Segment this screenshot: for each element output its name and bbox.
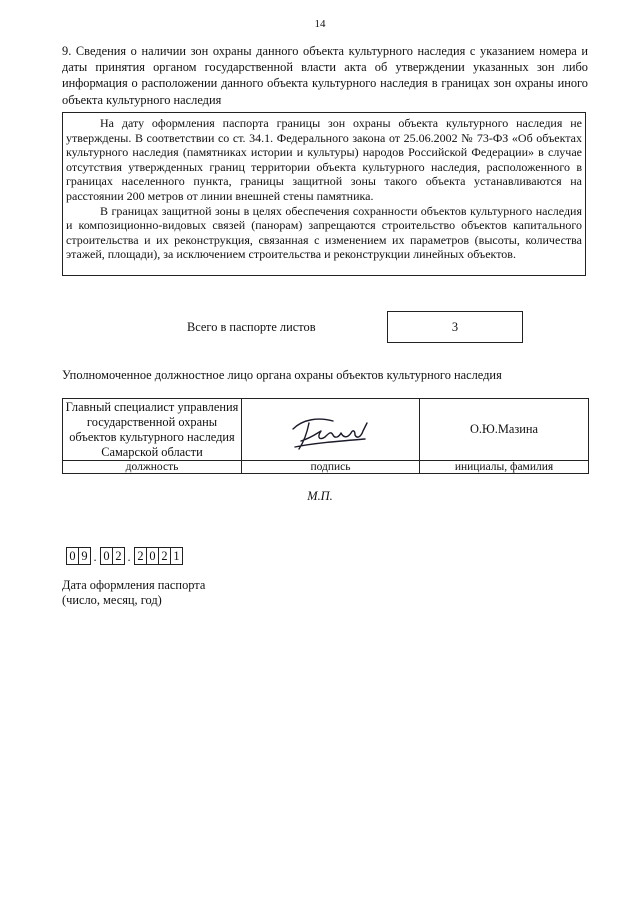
- date-month-digit: 0: [100, 547, 113, 565]
- official-position: Главный специалист управления государственной охраны объектов культурного наследия Самарской области: [65, 399, 239, 459]
- info-paragraph-2: В границах защитной зоны в целях обеспечения сохранности объектов культурного наследия и композиционно-видовых связей (панорам) запрещаются строительство объектов капитального строительства и их реконструкция, связанная с изменением их параметров (высоты, количества этажей, площади), за исключением строительства и реконструкции линейных объектов.: [66, 203, 582, 262]
- caption-name: инициалы, фамилия: [420, 461, 589, 474]
- protection-zone-info-box: [62, 112, 586, 276]
- date-year-digit: 0: [146, 547, 159, 565]
- position-cell: [63, 399, 242, 461]
- date-day-digit: 9: [78, 547, 91, 565]
- info-paragraph-1: На дату оформления паспорта границы зон охраны объекта культурного наследия не утверждены. В соответствии со ст. 34.1. Федерального закона от 25.06.2002 № 73-ФЗ «Об объектах культурного наследия (памятниках истории и культуры) народов Российской Федерации» в случае отсутствия утвержденных границ территории объекта культурного наследия, расположенного в границах населенного пункта, границы защитной зоны такого объекта устанавливаются на расстоянии 200 метров от линии внешней стены памятника.: [66, 116, 582, 203]
- date-separator: .: [93, 550, 97, 564]
- page-number: 14: [314, 18, 326, 30]
- date-label: Дата оформления паспорта: [62, 578, 206, 592]
- signature-cell: [242, 399, 420, 461]
- signature-table: [62, 398, 589, 474]
- date-separator: .: [127, 550, 131, 564]
- date-month-digit: 2: [112, 547, 125, 565]
- section-9-heading: 9. Сведения о наличии зон охраны данного объекта культурного наследия с указанием номера и даты принятия органом государственной власти акта об утверждении указанных зон либо информация о расположении данного объекта культурного наследия в границах зон охраны иного объекта культурного наследия: [62, 44, 588, 107]
- caption-position: должность: [63, 461, 242, 474]
- caption-signature: подпись: [242, 461, 420, 474]
- official-title: Уполномоченное должностное лицо органа охраны объектов культурного наследия: [62, 368, 502, 382]
- date-format-hint: (число, месяц, год): [62, 593, 162, 607]
- date-year-digit: 2: [158, 547, 171, 565]
- date-year-digit: 1: [170, 547, 183, 565]
- signature-caption-row: [63, 461, 589, 474]
- date-day-digit: 0: [66, 547, 79, 565]
- signature-row: [63, 399, 589, 461]
- date-year-digit: 2: [134, 547, 147, 565]
- sheets-total-label: Всего в паспорте листов: [187, 320, 316, 334]
- stamp-mark: М.П.: [307, 489, 333, 503]
- issue-date: [66, 547, 182, 565]
- name-cell: О.Ю.Мазина: [420, 399, 589, 461]
- sheets-total-box: 3: [387, 311, 523, 343]
- handwritten-signature: [281, 407, 381, 453]
